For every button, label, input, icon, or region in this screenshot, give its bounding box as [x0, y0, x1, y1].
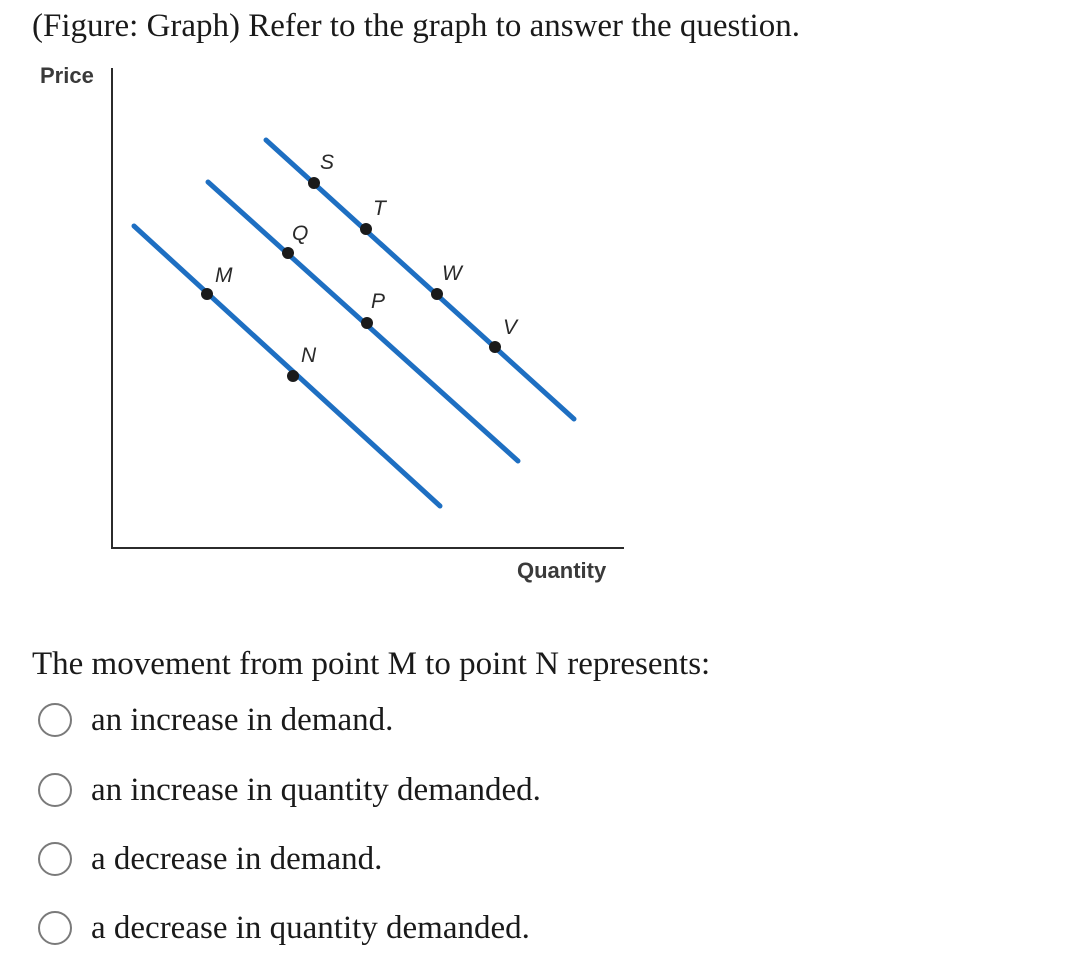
point-t-label: T	[373, 197, 386, 220]
option-label: an increase in demand.	[91, 702, 394, 738]
question-heading: (Figure: Graph) Refer to the graph to answer the question.	[32, 8, 800, 44]
option-increase-in-demand[interactable]	[38, 700, 393, 740]
demand-curve-1	[134, 226, 440, 506]
point-n-label: N	[301, 344, 317, 367]
point-w-label: W	[442, 262, 462, 285]
point-n	[287, 370, 299, 382]
point-w	[431, 288, 443, 300]
point-q	[282, 247, 294, 259]
radio-button[interactable]	[38, 773, 72, 807]
point-q-label: Q	[292, 222, 309, 245]
radio-button[interactable]	[38, 703, 72, 737]
option-label: an increase in quantity demanded.	[91, 772, 541, 808]
option-decrease-in-demand[interactable]	[38, 839, 382, 879]
point-v-label: V	[503, 316, 518, 339]
option-label: a decrease in quantity demanded.	[91, 910, 530, 946]
point-m-label: M	[215, 264, 233, 287]
y-axis-label: Price	[40, 63, 94, 88]
point-s	[308, 177, 320, 189]
demand-curve-3	[266, 140, 574, 419]
point-t	[360, 223, 372, 235]
radio-button[interactable]	[38, 911, 72, 945]
question-prompt: The movement from point M to point N represents:	[32, 646, 711, 682]
point-v	[489, 341, 501, 353]
option-increase-in-quantity-demanded[interactable]	[38, 770, 541, 810]
point-m	[201, 288, 213, 300]
point-p	[361, 317, 373, 329]
x-axis-label: Quantity	[517, 558, 607, 583]
radio-button[interactable]	[38, 842, 72, 876]
point-p-label: P	[371, 290, 386, 313]
option-decrease-in-quantity-demanded[interactable]	[38, 908, 530, 948]
demand-curve-line	[134, 226, 440, 506]
option-label: a decrease in demand.	[91, 841, 383, 877]
point-s-label: S	[320, 151, 335, 174]
